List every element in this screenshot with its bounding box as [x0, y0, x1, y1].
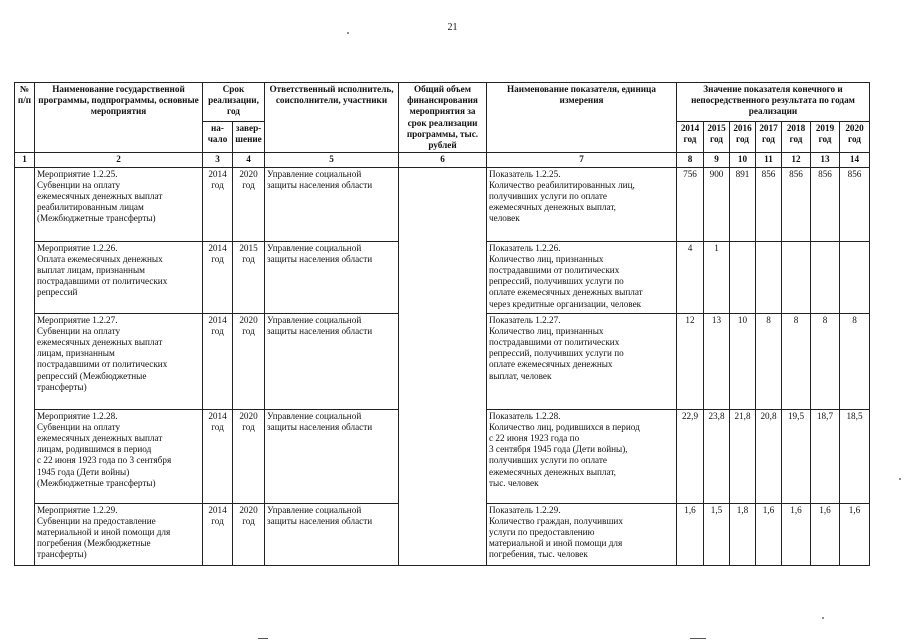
scan-artifact-line	[690, 638, 706, 639]
indicator-value: 19,5	[782, 409, 811, 503]
table-row	[15, 167, 870, 241]
measure-name: Мероприятие 1.2.29. Субвенции на предоставление материальной и иной помощи для погребения (Межбюджетные трансферты)	[35, 503, 203, 565]
header-number: № п/п	[15, 83, 35, 153]
header-year: 2019 год	[811, 121, 840, 153]
header-year: 2014 год	[677, 121, 704, 153]
executor: Управление социальной защиты населения области	[265, 503, 399, 565]
indicator-value: 1,6	[840, 503, 870, 565]
indicator-value: 8	[840, 313, 870, 409]
header-year: 2018 год	[782, 121, 811, 153]
indicator-value: 8	[756, 313, 782, 409]
indicator-value: 1,6	[782, 503, 811, 565]
indicator-name: Показатель 1.2.26. Количество лиц, признанных пострадавшими от политических репрессий, получивших услуги по оплате ежемесячных денежных выплат через кредитные организации, человек	[487, 241, 677, 313]
indicator-value: 20,8	[756, 409, 782, 503]
page-number: 21	[447, 22, 458, 33]
column-number: 1	[15, 153, 35, 167]
indicator-value: 8	[811, 313, 840, 409]
executor: Управление социальной защиты населения области	[265, 167, 399, 241]
header-period: Срок реализации, год	[203, 83, 265, 122]
scan-artifact-dot	[899, 478, 901, 480]
period-end: 2020 год	[233, 409, 265, 503]
period-end: 2020 год	[233, 167, 265, 241]
column-number: 13	[811, 153, 840, 167]
indicator-value: 12	[677, 313, 704, 409]
indicator-value: 856	[840, 167, 870, 241]
indicator-name: Показатель 1.2.29. Количество граждан, получивших услуги по предоставлению материальной и иной помощи для погребения, тыс. человек	[487, 503, 677, 565]
indicator-value: 856	[811, 167, 840, 241]
measure-name: Мероприятие 1.2.28. Субвенции на оплату ежемесячных денежных выплат лицам, родившимся в период с 22 июня 1923 года по 3 сентября 1945 года (Дети войны) (Межбюджетные трансферты)	[35, 409, 203, 503]
executor: Управление социальной защиты населения области	[265, 313, 399, 409]
column-number: 9	[704, 153, 730, 167]
indicator-value: 1,6	[756, 503, 782, 565]
header-executor: Ответственный исполнитель, соисполнители, участники	[265, 83, 399, 153]
indicator-value: 4	[677, 241, 704, 313]
indicator-value: 10	[730, 313, 756, 409]
indicator-value: 891	[730, 167, 756, 241]
indicator-value	[811, 241, 840, 313]
indicator-value: 856	[756, 167, 782, 241]
indicator-value: 1,6	[811, 503, 840, 565]
column-numbers-row	[15, 153, 870, 167]
period-end: 2015 год	[233, 241, 265, 313]
scan-artifact-dot	[822, 617, 824, 619]
period-start: 2014 год	[203, 313, 233, 409]
indicator-name: Показатель 1.2.27. Количество лиц, признанных пострадавшими от политических репрессий, получивших услуги по оплате ежемесячных денежных выплат, человек	[487, 313, 677, 409]
column-number: 11	[756, 153, 782, 167]
executor: Управление социальной защиты населения области	[265, 409, 399, 503]
period-start: 2014 год	[203, 241, 233, 313]
indicator-value: 756	[677, 167, 704, 241]
column-number: 3	[203, 153, 233, 167]
period-end: 2020 год	[233, 503, 265, 565]
column-number: 14	[840, 153, 870, 167]
header-name: Наименование государственной программы, подпрограммы, основные мероприятия	[35, 83, 203, 153]
indicator-value: 1,6	[677, 503, 704, 565]
measure-name: Мероприятие 1.2.26. Оплата ежемесячных денежных выплат лицам, признанным пострадавшими от политических репрессий	[35, 241, 203, 313]
indicator-value: 22,9	[677, 409, 704, 503]
measure-name: Мероприятие 1.2.25. Субвенции на оплату ежемесячных денежных выплат реабилитированным лицам (Межбюджетные трансферты)	[35, 167, 203, 241]
column-number: 10	[730, 153, 756, 167]
scan-artifact-dot	[347, 32, 349, 34]
period-start: 2014 год	[203, 409, 233, 503]
indicator-value: 21,8	[730, 409, 756, 503]
header-volume: Общий объем финансирования мероприятия за срок реализации программы, тыс. рублей	[399, 83, 487, 153]
header-period-end: завер- шение	[233, 121, 265, 153]
financing-volume-cell	[399, 167, 487, 565]
column-number: 5	[265, 153, 399, 167]
program-table	[14, 82, 870, 566]
indicator-value: 23,8	[704, 409, 730, 503]
indicator-name: Показатель 1.2.25. Количество реабилитированных лиц, получивших услуги по оплате ежемесячных денежных выплат, человек	[487, 167, 677, 241]
indicator-value: 1,8	[730, 503, 756, 565]
header-year: 2020 год	[840, 121, 870, 153]
header-values-title: Значение показателя конечного и непосредственного результата по годам реализации	[677, 83, 870, 122]
header-period-start: на- чало	[203, 121, 233, 153]
header-year: 2015 год	[704, 121, 730, 153]
column-number: 4	[233, 153, 265, 167]
indicator-name: Показатель 1.2.28. Количество лиц, родившихся в период с 22 июня 1923 года по 3 сентября 1945 года (Дети войны), получивших услуги по оплате ежемесячных денежных выплат, тыс. человек	[487, 409, 677, 503]
indicator-value	[782, 241, 811, 313]
indicator-value	[756, 241, 782, 313]
column-number: 2	[35, 153, 203, 167]
header-indicator: Наименование показателя, единица измерения	[487, 83, 677, 153]
column-number: 12	[782, 153, 811, 167]
header-year: 2016 год	[730, 121, 756, 153]
indicator-value: 18,5	[840, 409, 870, 503]
period-start: 2014 год	[203, 167, 233, 241]
indicator-value: 856	[782, 167, 811, 241]
executor: Управление социальной защиты населения области	[265, 241, 399, 313]
period-end: 2020 год	[233, 313, 265, 409]
header-year: 2017 год	[756, 121, 782, 153]
indicator-value: 1	[704, 241, 730, 313]
period-start: 2014 год	[203, 503, 233, 565]
measure-name: Мероприятие 1.2.27. Субвенции на оплату ежемесячных денежных выплат лицам, признанным пострадавшими от политических репрессий (Межбюджетные трансферты)	[35, 313, 203, 409]
indicator-value: 13	[704, 313, 730, 409]
column-number: 8	[677, 153, 704, 167]
indicator-value: 900	[704, 167, 730, 241]
indicator-value: 8	[782, 313, 811, 409]
column-number: 6	[399, 153, 487, 167]
indicator-value: 1,5	[704, 503, 730, 565]
column-number: 7	[487, 153, 677, 167]
row-number-cell	[15, 167, 35, 565]
indicator-value	[730, 241, 756, 313]
scan-artifact-line	[258, 638, 268, 639]
indicator-value	[840, 241, 870, 313]
indicator-value: 18,7	[811, 409, 840, 503]
